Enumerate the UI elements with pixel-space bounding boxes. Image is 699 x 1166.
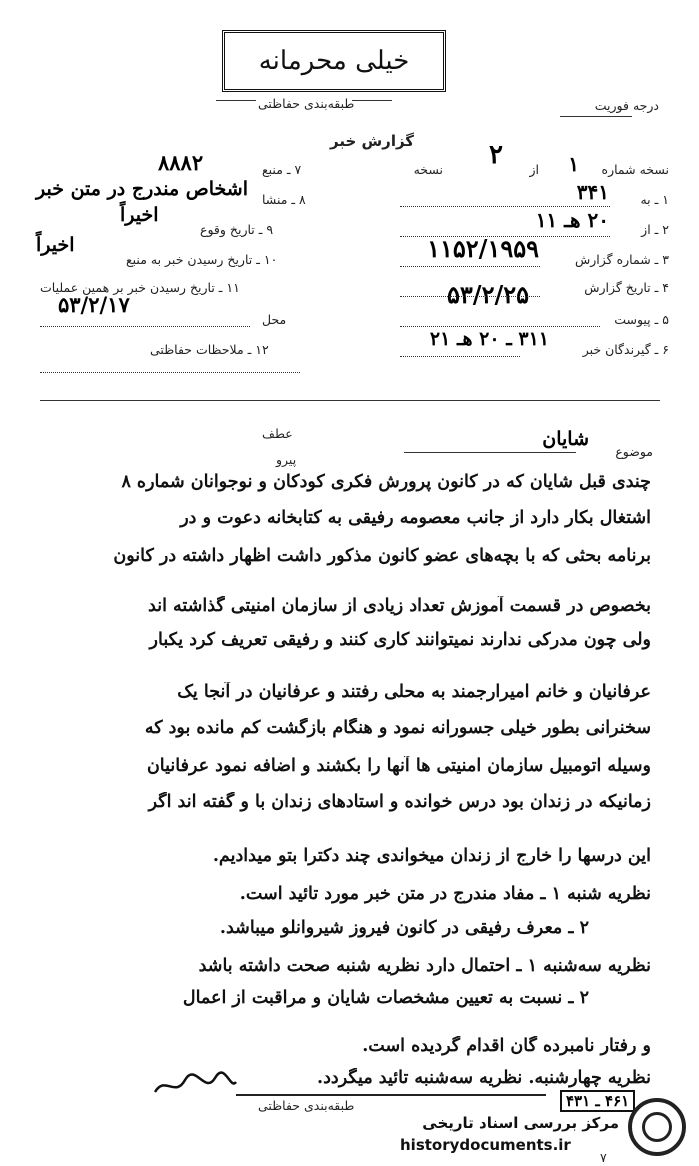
- body-line: سخنرانی بطور خیلی جسورانه نمود و هنگام بازگشت کم مانده بود که: [144, 718, 651, 738]
- body-line: بخصوص در قسمت آموزش تعداد زیادی از سازمان امنیتی گذاشته اند: [148, 596, 651, 616]
- body-line: نظریه شنبه ۱ ـ مفاد مندرج در متن خبر مورد تائید است.: [239, 884, 651, 904]
- copy-of-label: از: [529, 162, 539, 177]
- field-report-date-label: ۴ ـ تاریخ گزارش: [584, 280, 669, 295]
- ref-label: عطف: [262, 426, 293, 441]
- subject-value: شایان: [542, 428, 589, 450]
- copy-word-label: نسخه: [413, 162, 443, 177]
- copy-total-value: ۲: [489, 140, 503, 170]
- body-line: این درسها را خارج از زندان میخواندی چند دکترا بتو میدادیم.: [212, 846, 651, 866]
- footer-classification-sub: طبقه‌بندی حفاظتی: [258, 1098, 355, 1113]
- field-from-value: ۲۰ هـ ۱۱: [535, 208, 609, 232]
- field-occurrence-label: ۹ ـ تاریخ وقوع: [200, 222, 274, 237]
- subject-label: موضوع: [615, 444, 653, 459]
- field-to-label: ۱ ـ به: [640, 192, 669, 207]
- body-line: ۲ ـ نسبت به تعیین مشخصات شایان و مراقبت از اعمال: [182, 988, 589, 1008]
- watermark-title: مرکز بررسی اسناد تاریخی: [422, 1114, 619, 1132]
- body-line: برنامه بحثی که با بچه‌های عضو کانون مذکور داشت اظهار داشته در کانون: [113, 546, 651, 566]
- field-from-label: ۲ ـ از: [641, 222, 669, 237]
- body-line: زمانیکه در زندان بود درس خوانده و استادهای زندان با و گفته اند اگر: [148, 792, 651, 812]
- field-recipients-label: ۶ ـ گیرندگان خبر: [582, 342, 669, 357]
- copy-no-label: نسخه شماره: [601, 162, 669, 177]
- body-line: نظریه چهارشنبه. نظریه سه‌شنبه تائید میگردد.: [317, 1068, 651, 1088]
- follow-label: پیرو: [276, 452, 297, 467]
- field-reached-source-label: ۱۰ ـ تاریخ رسیدن خبر به منبع: [126, 252, 278, 267]
- stamp-underline-left: [216, 100, 256, 101]
- field-place-label: محل: [262, 312, 287, 327]
- field-reached-ops-value: ۵۳/۲/۱۷: [58, 292, 130, 317]
- field-report-date-value: ۵۳/۲/۲۵: [447, 280, 529, 309]
- body-line: اشتغال بکار دارد از جانب معصومه رفیقی به کتابخانه دعوت و در: [180, 508, 651, 528]
- watermark-logo-icon: [628, 1098, 686, 1156]
- field-protection-notes-label: ۱۲ ـ ملاحظات حفاظتی: [150, 342, 269, 357]
- field-origin-label: ۸ ـ منشا: [262, 192, 306, 207]
- field-recipients-value: ۳۱۱ ـ ۲۰ هـ ۲۱: [429, 328, 549, 350]
- field-to-value: ۳۴۱: [576, 180, 609, 204]
- field-attachment-label: ۵ ـ پیوست: [614, 312, 669, 327]
- body-line: و رفتار نامبرده گان اقدام گردیده است.: [362, 1036, 651, 1056]
- footer-stamp-number: ۴۶۱ ـ ۴۳۱: [560, 1090, 635, 1112]
- field-reached-source-value: اخیراً: [36, 234, 75, 256]
- watermark-url: historydocuments.ir: [400, 1136, 571, 1154]
- classification-sub-label: طبقه‌بندی حفاظتی: [258, 96, 355, 111]
- header-divider: [40, 400, 660, 401]
- field-report-no-label: ۳ ـ شماره گزارش: [574, 252, 669, 267]
- body-line: وسیله اتومبیل سازمان امنیتی ها آنها را بکشند و اضافه نمود عرفانیان: [146, 756, 651, 776]
- urgency-line: [560, 116, 632, 117]
- signature-scribble: [150, 1070, 240, 1100]
- copy-no-value: ۱: [568, 152, 579, 176]
- field-source-label: ۷ ـ منبع: [262, 162, 302, 177]
- page-number: ۷: [600, 1150, 607, 1165]
- urgency-label: درجه فوریت: [594, 98, 659, 113]
- stamp-underline-right: [352, 100, 392, 101]
- field-occurrence-value: اخیراً: [120, 204, 159, 226]
- field-origin-value: اشخاص مندرج در متن خبر: [36, 178, 248, 200]
- report-title: گزارش خبر: [330, 132, 415, 150]
- body-line: ولی چون مدرکی ندارند نمیتوانند کاری کنند و رفیقی تعریف کرد یکبار: [149, 630, 651, 650]
- subject-underline: [404, 452, 576, 453]
- body-line: عرفانیان و خانم امیرارجمند به محلی رفتند و عرفانیان در آنجا یک: [177, 682, 651, 702]
- field-reached-ops-label: ۱۱ ـ تاریخ رسیدن خبر بر همین عملیات: [40, 280, 240, 295]
- classification-stamp-text: خیلی محرمانه: [258, 46, 410, 76]
- field-report-no-value: ۱۱۵۲/۱۹۵۹: [427, 234, 539, 263]
- classification-stamp: [222, 30, 446, 92]
- body-line: چندی قبل شایان که در کانون پرورش فکری کودکان و نوجوانان شماره ۸: [121, 472, 651, 492]
- body-line: نظریه سه‌شنبه ۱ ـ احتمال دارد نظریه شنبه صحت داشته باشد: [198, 956, 651, 976]
- field-source-value: ۸۸۸۲: [158, 150, 204, 175]
- body-line: ۲ ـ معرف رفیقی در کانون فیروز شیروانلو میباشد.: [219, 918, 589, 938]
